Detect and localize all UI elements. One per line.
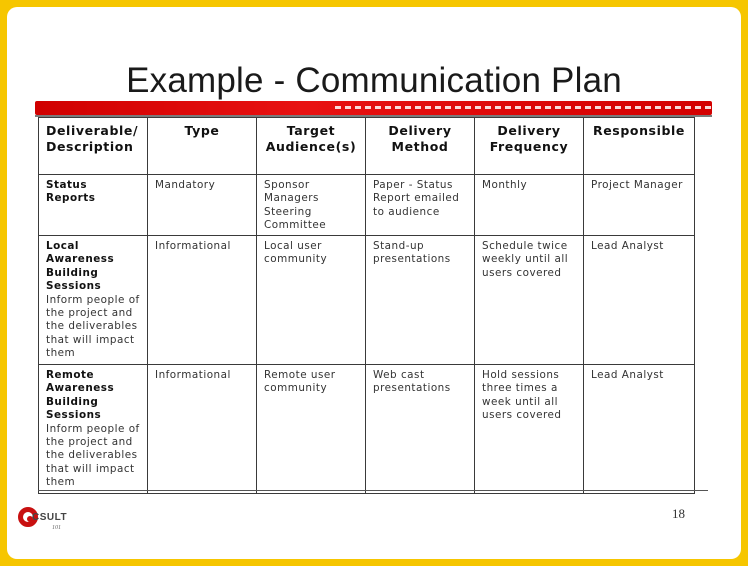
cell-audience: Local user community [257,236,366,365]
title-underline-bar [35,101,712,115]
logo-subtext: 101 [52,525,61,531]
deliverable-name: Status Reports [46,179,96,205]
company-logo [18,507,88,537]
table-row [39,175,695,236]
cell-deliverable [39,365,148,494]
cell-responsible: Lead Analyst [584,236,695,365]
header-deliverable: Deliverable/ Description [39,118,148,175]
cell-frequency: Monthly [475,175,584,236]
cell-type: Mandatory [148,175,257,236]
cell-type: Informational [148,236,257,365]
header-delivery-frequency: Delivery Frequency [475,118,584,175]
deliverable-description: Inform people of the project and the deliverables that will impact them [46,422,140,489]
header-delivery-method: Delivery Method [366,118,475,175]
header-type: Type [148,118,257,175]
logo-text: CSULT [32,512,68,523]
cell-frequency: Hold sessions three times a week until all users covered [475,365,584,494]
cell-method: Web cast presentations [366,365,475,494]
table-row [39,236,695,365]
cell-audience: Sponsor Managers Steering Committee [257,175,366,236]
header-target-audience: Target Audience(s) [257,118,366,175]
cell-responsible: Project Manager [584,175,695,236]
page-number: 18 [672,506,685,521]
deliverable-name: Local Awareness Building Sessions [46,240,115,293]
deliverable-name: Remote Awareness Building Sessions [46,369,115,422]
footer-divider [38,490,708,491]
cell-deliverable [39,236,148,365]
header-responsible: Responsible [584,118,695,175]
slide-title: Example - Communication Plan [126,61,622,100]
table-header-row [39,118,695,175]
cell-method: Paper - Status Report emailed to audience [366,175,475,236]
deliverable-description: Inform people of the project and the deliverables that will impact them [46,293,140,360]
cell-frequency: Schedule twice weekly until all users covered [475,236,584,365]
communication-plan-table [38,117,695,494]
cell-deliverable [39,175,148,236]
cell-responsible: Lead Analyst [584,365,695,494]
cell-type: Informational [148,365,257,494]
cell-audience: Remote user community [257,365,366,494]
table-row [39,365,695,494]
cell-method: Stand-up presentations [366,236,475,365]
